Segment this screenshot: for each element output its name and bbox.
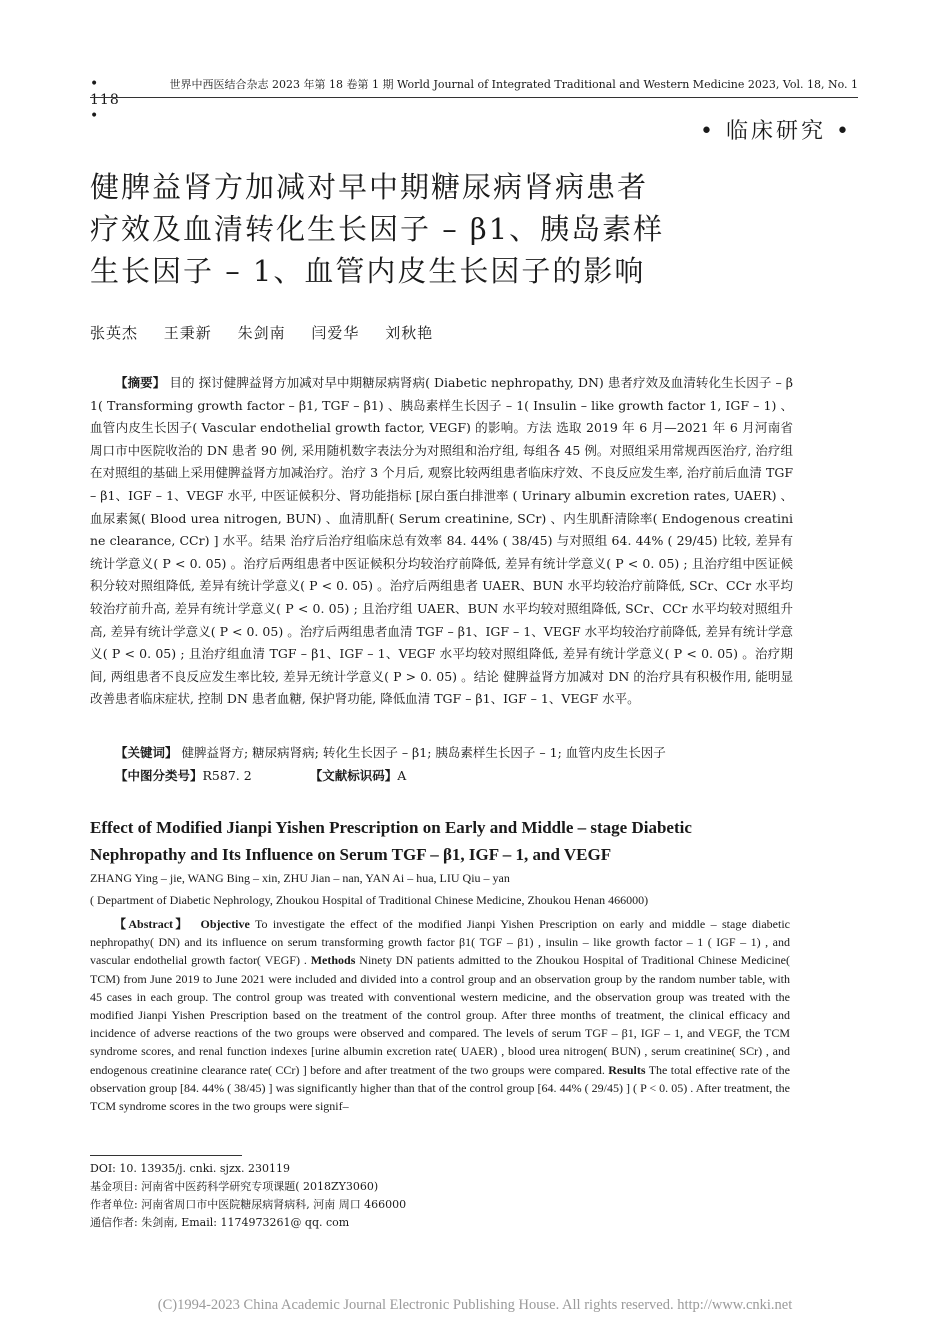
affiliation-english: ( Department of Diabetic Nephrology, Zhoukou Hospital of Traditional Chinese Medicine, Zhoukou Henan 466000)	[90, 893, 649, 907]
title-line: 健脾益肾方加减对早中期糖尿病肾病患者	[90, 170, 649, 204]
keywords-label: 【关键词】	[115, 745, 178, 760]
abstract-label: 【摘要】	[115, 375, 166, 390]
title-line: 疗效及血清转化生长因子 – β1、胰岛素样	[90, 212, 665, 246]
title-english	[90, 814, 810, 868]
authors-english: ZHANG Ying – jie, WANG Bing – xin, ZHU Jian – nan, YAN Ai – hua, LIU Qiu – yan	[90, 871, 510, 885]
author: 张英杰	[90, 324, 139, 342]
title-en-line: Effect of Modified Jianpi Yishen Prescription on Early and Middle – stage Diabetic	[90, 818, 692, 837]
abstract-text: 目的 探讨健脾益肾方加减对早中期糖尿病肾病( Diabetic nephropathy, DN) 患者疗效及血清转化生长因子 – β1( Transforming growth factor – β1, TGF – β1) 、胰岛素样生长因子 – 1( Insulin – like growth factor 1, IGF – 1) 、血管内皮生长因子( Vascular endothelial growth factor, VEGF) 的影响。方法 选取 2019 年 6 月—2021 年 6 月河南省周口市中医院收治的 DN 患者 90 例, 采用随机数字表法分为对照组和治疗组, 每组各 45 例。对照组采用常规西医治疗, 治疗组在对照组的基础上采用健脾益肾方加减治疗。治疗 3 个月后, 观察比较两组患者临床疗效、不良反应发生率, 治疗前后血清 TGF – β1、IGF – 1、VEGF 水平, 中医证候积分、肾功能指标 [尿白蛋白排泄率 ( Urinary albumin excretion rates, UAER) 、血尿素氮( Blood urea nitrogen, BUN) 、血清肌酐( Serum creatinine, SCr) 、内生肌酐清除率( Endogenous creatinine clearance, CCr) ] 水平。结果 治疗后治疗组临床总有效率 84. 44% ( 38/45) 与对照组 64. 44% ( 29/45) 比较, 差异有统计学意义( P < 0. 05) 。治疗后两组患者中医证候积分均较治疗前降低, 差异有统计学意义( P < 0. 05) ; 且治疗组中医证候积分较对照组降低, 差异有统计学意义( P < 0. 05) 。治疗后两组患者 UAER、BUN 水平均较治疗前降低, SCr、CCr 水平均较治疗前升高, 差异有统计学意义( P < 0. 05) ; 且治疗组 UAER、BUN 水平均较对照组降低, SCr、CCr 水平均较对照组升高, 差异有统计学意义( P < 0. 05) 。治疗后两组患者血清 TGF – β1、IGF – 1、VEGF 水平均较治疗前降低, 差异有统计学意义( P < 0. 05) ; 且治疗组血清 TGF – β1、IGF – 1、VEGF 水平均较对照组降低, 差异有统计学意义( P < 0. 05) 。治疗期间, 两组患者不良反应发生率比较, 差异无统计学意义( P > 0. 05) 。结论 健脾益肾方加减对 DN 的治疗具有积极作用, 能明显改善患者临床症状, 控制 DN 患者血糖, 保护肾功能, 降低血清 TGF – β1、IGF – 1、VEGF 水平。	[90, 375, 793, 707]
footnote-correspondence: 通信作者: 朱剑南, Email: 1174973261@ qq. com	[90, 1216, 350, 1229]
author: 朱剑南	[237, 324, 286, 342]
footnote-fund: 基金项目: 河南省中医药科学研究专项课题( 2018ZY3060)	[90, 1180, 379, 1193]
footnote-affiliation: 作者单位: 河南省周口市中医院糖尿病肾病科, 河南 周口 466000	[90, 1198, 407, 1211]
title-line: 生长因子 – 1、血管内皮生长因子的影响	[90, 254, 646, 288]
methods-text: Ninety DN patients admitted to the Zhoukou Hospital of Traditional Chinese Medicine( TCM) from June 2019 to June 2021 were included and divided into a control group and an observation group by the random number table, with 45 cases in each group. The control group was treated with conventional western medicine, and the observation group was treated with the modified Jianpi Yishen Prescription based on the treatment of the control group. After three months of treatment, the clinical efficacy and incidence of adverse reactions of the two groups were observed and compared. The levels of serum TGF – β1, IGF – 1, and VEGF, the TCM syndrome scores, and renal function indexes [urine albumin excretion rate( UAER) , blood urea nitrogen( BUN) , serum creatinine( SCr) , and endogenous creatinine clearance rate( CCr) ] before and after treatment of the two groups were compared.	[90, 953, 790, 1077]
copyright-watermark: (C)1994-2023 China Academic Journal Electronic Publishing House. All rights reserved. http://www.cnki.net	[157, 1297, 793, 1313]
results-text: The total effective rate of the observation group [84. 44% ( 38/45) ] was significantly higher than that of the control group [64. 44% ( 29/45) ] ( P < 0. 05) . After treatment, the TCM syndrome scores in the two groups were signif–	[90, 1062, 791, 1114]
keywords-text: 健脾益肾方; 糖尿病肾病; 转化生长因子 – β1; 胰岛素样生长因子 – 1; 血管内皮生长因子	[177, 745, 666, 760]
author: 刘秋艳	[385, 324, 434, 342]
title-en-line: Nephropathy and Its Influence on Serum TGF – β1, IGF – 1, and VEGF	[90, 845, 612, 864]
keywords-chinese	[90, 742, 793, 764]
abstract-en-label: 【Abstract】	[114, 917, 190, 931]
objective-text: To investigate the effect of the modified Jianpi Yishen Prescription on early and middle – stage diabetic nephropathy( DN) and its influence on serum transforming growth factor β1( TGF – β1) , insulin – like growth factor – 1 ( IGF – 1) , and vascular endothelial growth factor( VEGF) .	[90, 917, 790, 968]
authors-chinese	[90, 322, 453, 343]
footnote-rule	[90, 1155, 242, 1156]
footnotes	[90, 1160, 406, 1232]
journal-citation: 世界中西医结合杂志 2023 年第 18 卷第 1 期 World Journal of Integrated Traditional and Western Medicine 2023, Vol. 18, No. 1	[169, 78, 858, 91]
clc-value: R587. 2	[202, 768, 252, 783]
doc-code-value: A	[397, 768, 407, 783]
objective-label: Objective	[200, 917, 250, 931]
section-label: • 临床研究 •	[700, 119, 852, 144]
author: 王秉新	[163, 324, 212, 342]
results-label: Results	[608, 1062, 646, 1077]
title-chinese	[90, 166, 810, 292]
author: 闫爱华	[311, 324, 360, 342]
abstract-english	[90, 915, 790, 1115]
classification-line	[90, 765, 793, 787]
header-rule	[90, 97, 858, 98]
abstract-chinese	[90, 372, 793, 711]
methods-label: Methods	[310, 953, 356, 968]
doc-code-label: 【文献标识码】	[309, 768, 398, 783]
footnote-doi: DOI: 10. 13935/j. cnki. sjzx. 230119	[90, 1162, 290, 1175]
page-number: • 118 •	[90, 76, 120, 124]
clc-label: 【中图分类号】	[115, 768, 203, 783]
